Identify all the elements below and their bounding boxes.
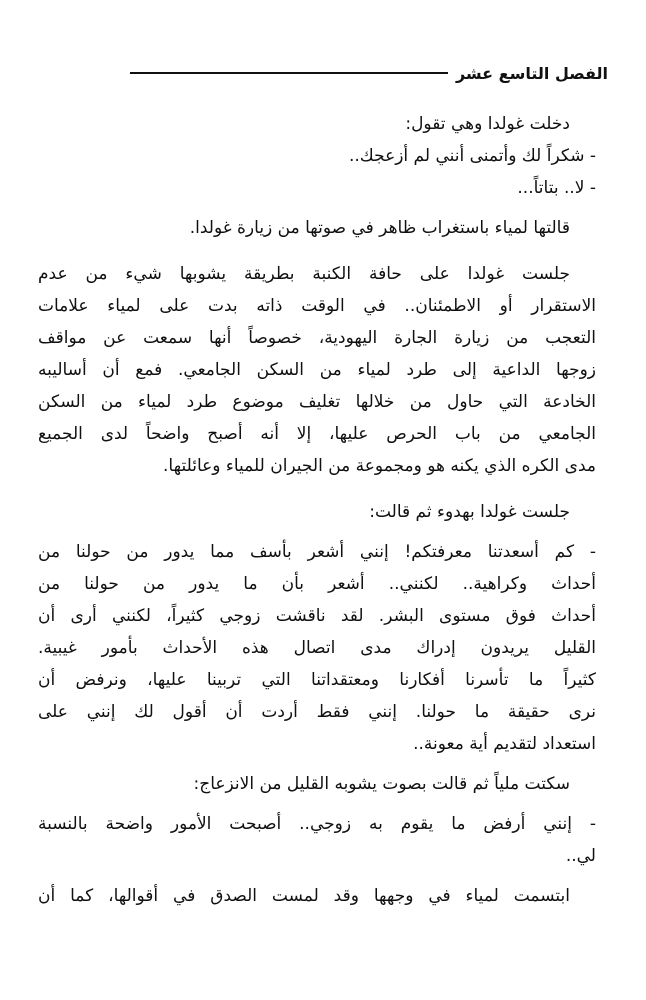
dialogue-line: أحداث فوق مستوى البشر. لقد ناقشت زوجي كثيراً، لكنني أرى أن (38, 606, 596, 626)
text-line: جلست غولدا بهدوء ثم قالت: (369, 502, 570, 522)
paragraph-line: مدى الكره الذي يكنه هو ومجموعة من الجيران للمياء وعائلتها. (163, 456, 596, 476)
dialogue-line: أحداث وكراهية.. لكنني.. أشعر بأن ما يدور من حولنا من (38, 574, 596, 594)
text-line: دخلت غولدا وهي تقول: (405, 114, 570, 134)
dialogue-line: القليل يريدون إدراك مدى اتصال هذه الأحداث بأمور غيبية. (38, 638, 596, 658)
paragraph-line: التعجب من زيارة الجارة اليهودية، خصوصاً أنها سمعت عن مواقف (38, 328, 596, 348)
dialogue-line: - كم أسعدتنا معرفتكم! إنني أشعر بأسف مما يدور من حولنا من (38, 542, 596, 562)
chapter-header (130, 58, 608, 88)
dialogue-line: لي.. (565, 846, 596, 866)
text-line: قالتها لمياء باستغراب ظاهر في صوتها من زيارة غولدا. (189, 218, 570, 238)
paragraph-line: جلست غولدا على حافة الكنبة بطريقة يشوبها شيء من عدم (38, 264, 570, 284)
dialogue-line: استعداد لتقديم أية معونة.. (413, 734, 596, 754)
header-rule (130, 72, 448, 74)
dialogue-line: - إنني أرفض ما يقوم به زوجي.. أصبحت الأمور واضحة بالنسبة (38, 814, 596, 834)
dialogue-line: كثيراً ما تأسرنا أفكارنا ومعتقداتنا التي تربينا عليها، ونرفض أن (38, 670, 596, 690)
dialogue-line: - لا.. بتاتاً... (517, 178, 596, 198)
paragraph-line: ابتسمت لمياء في وجهها وقد لمست الصدق في أقوالها، كما أن (38, 886, 570, 906)
dialogue-line: - شكراً لك وأتمنى أنني لم أزعجك.. (348, 146, 596, 166)
paragraph-line: زوجها الداعية إلى طرد لمياء من السكن الجامعي. فمع أن أساليبه (38, 360, 596, 380)
text-line: سكتت ملياً ثم قالت بصوت يشوبه القليل من الانزعاج: (193, 774, 570, 794)
dialogue-line: نرى حقيقة ما حولنا. إنني فقط أردت أن أقول لك إنني على (38, 702, 596, 722)
paragraph-line: الخادعة التي حاول من خلالها تغليف موضوع طرد لمياء من السكن (38, 392, 596, 412)
chapter-title: الفصل التاسع عشر (455, 63, 608, 83)
paragraph-line: الجامعي من باب الحرص عليها، إلا أنه أصبح واضحاً لدى الجميع (38, 424, 596, 444)
body-text (38, 108, 596, 912)
paragraph-line: الاستقرار أو الاطمئنان.. في الوقت ذاته بدت على لمياء علامات (38, 296, 596, 316)
